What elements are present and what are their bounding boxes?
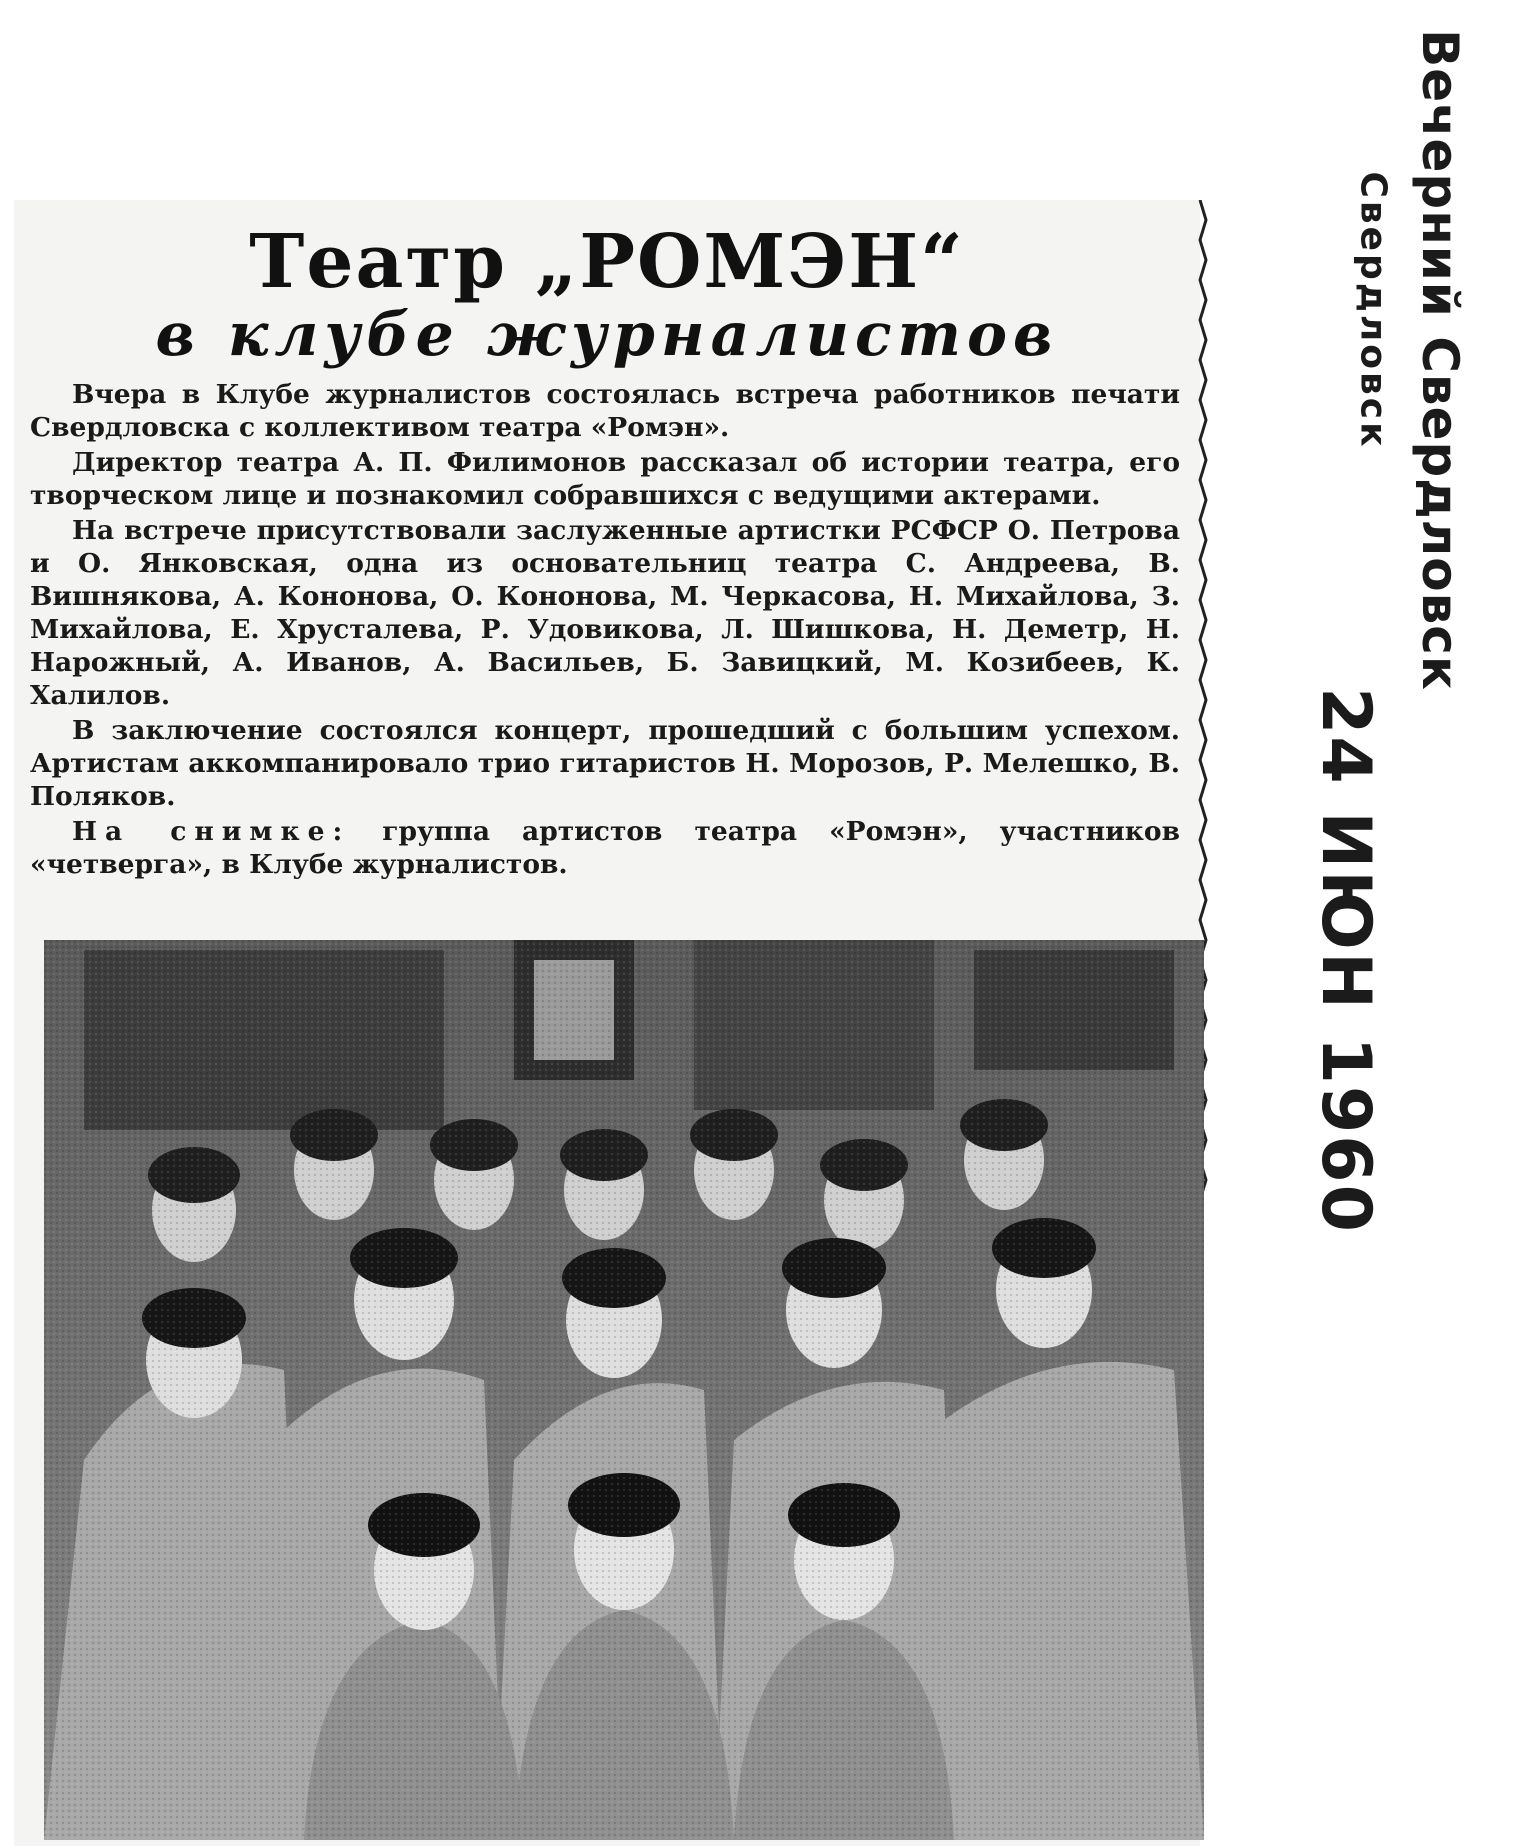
city-stamp (1343, 160, 1403, 460)
group-photo (44, 940, 1204, 1840)
city-name: Свердловск (1352, 170, 1394, 450)
article-paragraph: Директор театра А. П. Филимонов рассказал об истории театра, его творческом лице и познакомил собравшихся с ведущими актерами. (30, 447, 1180, 511)
article-paragraph: Вчера в Клубе журналистов состоялась встреча работников печати Свердловска с коллективом театра «Ромэн». (30, 379, 1180, 443)
headline (14, 220, 1200, 370)
caption-text: группа артистов театра «Ромэн», участников «четверга», в Клубе журналистов. (30, 816, 1181, 880)
newspaper-stamp (1410, 29, 1470, 691)
date-stamp (1290, 686, 1400, 1234)
caption-lead: На снимке: (72, 816, 351, 847)
date-text: 24 ИЮН 1960 (1305, 686, 1385, 1234)
newspaper-clipping (14, 200, 1200, 1846)
headline-sub: в клубе журналистов (155, 300, 1059, 370)
group-photo-image (44, 940, 1204, 1840)
headline-main: Театр „РОМЭН“ (249, 219, 965, 305)
article-paragraph: В заключение состоялся концерт, прошедший с большим успехом. Артистам аккомпанировало трио гитаристов Н. Морозов, Р. Мелешко, В. Поляков. (30, 715, 1180, 812)
article-paragraph: На встрече присутствовали заслуженные артистки РСФСР О. Петрова и О. Янковская, одна из основательниц театра С. Андреева, В. Вишнякова, А. Кононова, О. Кононова, М. Черкасова, Н. Михайлова, З. Михайлова, Е. Хрусталева, Р. Удовикова, Л. Шишкова, Н. Деметр, Н. Нарожный, А. Иванов, А. Васильев, Б. Завицкий, М. Козибеев, К. Халилов. (30, 515, 1180, 711)
photo-caption (30, 815, 1180, 881)
article-body (30, 378, 1180, 883)
newspaper-name: Вечерний Свердловск (1411, 29, 1469, 691)
